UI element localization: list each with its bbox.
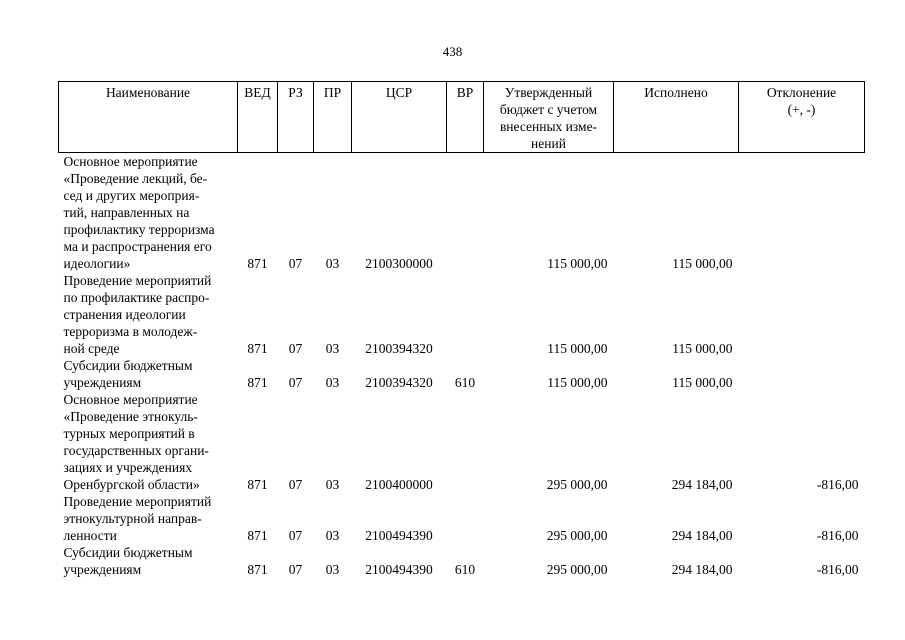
cell-ved: 871 <box>247 341 268 356</box>
cell-executed: 294 184,00 <box>671 562 733 577</box>
row-name-line: учреждениям <box>63 375 142 390</box>
row-name-line: странения идеологии <box>63 307 186 322</box>
header-approved-line: Утвержденный <box>504 85 593 100</box>
table-row <box>59 391 865 493</box>
cell-executed: 115 000,00 <box>672 256 733 271</box>
row-name-line: по профилактике распро- <box>63 290 210 305</box>
cell-vr: 610 <box>454 562 476 577</box>
row-name-line: «Проведение лекций, бе- <box>63 171 208 186</box>
row-name-line: «Проведение этнокуль- <box>63 409 198 424</box>
cell-rz: 07 <box>288 528 303 543</box>
header-deviation-line: Отклонение <box>766 85 837 100</box>
cell-rz: 07 <box>288 375 303 390</box>
cell-ved: 871 <box>247 256 268 271</box>
cell-executed: 115 000,00 <box>672 341 733 356</box>
cell-csr: 2100494390 <box>365 528 433 543</box>
budget-table <box>58 81 865 578</box>
cell-deviation: -816,00 <box>816 528 859 543</box>
row-name-line: ма и распространения его <box>63 239 212 254</box>
cell-vr: 610 <box>454 375 476 390</box>
cell-vr <box>447 493 484 544</box>
cell-deviation: -816,00 <box>816 562 859 577</box>
row-name-line: тий, направленных на <box>63 205 190 220</box>
header-approved-line: нений <box>531 136 566 151</box>
cell-pr: 03 <box>325 477 340 492</box>
cell-approved: 115 000,00 <box>547 375 608 390</box>
row-name <box>59 544 238 578</box>
cell-ved: 871 <box>247 477 268 492</box>
cell-pr: 03 <box>325 528 340 543</box>
row-name-line: турных мероприятий в <box>63 426 195 441</box>
cell-ved: 871 <box>247 528 268 543</box>
cell-deviation <box>739 153 865 273</box>
cell-executed: 294 184,00 <box>671 528 733 543</box>
cell-rz: 07 <box>288 562 303 577</box>
cell-vr <box>447 272 484 357</box>
header-approved-line: бюджет с учетом <box>499 102 598 117</box>
table-row <box>59 153 865 273</box>
cell-rz: 07 <box>288 341 303 356</box>
header-csr: ЦСР <box>352 82 447 153</box>
cell-csr: 2100300000 <box>365 256 433 271</box>
row-name-line: Субсидии бюджетным <box>63 358 193 373</box>
cell-deviation <box>739 357 865 391</box>
table-row <box>59 272 865 357</box>
header-pr: ПР <box>314 82 352 153</box>
cell-approved: 115 000,00 <box>547 341 608 356</box>
header-deviation <box>739 82 865 153</box>
row-name-line: терроризма в молодеж- <box>63 324 198 339</box>
row-name <box>59 493 238 544</box>
page-number: 438 <box>442 44 463 59</box>
row-name-line: Основное мероприятие <box>63 392 198 407</box>
cell-csr: 2100400000 <box>365 477 433 492</box>
cell-vr <box>447 153 484 273</box>
table-row <box>59 493 865 544</box>
header-deviation-line: (+, -) <box>787 102 816 117</box>
row-name-line: Основное мероприятие <box>63 154 198 169</box>
cell-csr: 2100494390 <box>365 562 433 577</box>
cell-executed: 294 184,00 <box>671 477 733 492</box>
row-name-line: сед и других мероприя- <box>63 188 200 203</box>
cell-approved: 295 000,00 <box>546 562 608 577</box>
table-body <box>59 153 865 579</box>
header-vr: ВР <box>447 82 484 153</box>
row-name-line: государственных органи- <box>63 443 209 458</box>
row-name-line: Проведение мероприятий <box>63 494 212 509</box>
header-executed: Исполнено <box>614 82 739 153</box>
row-name-line: этнокультурной направ- <box>63 511 202 526</box>
cell-ved: 871 <box>247 375 268 390</box>
cell-deviation: -816,00 <box>816 477 859 492</box>
cell-csr: 2100394320 <box>365 375 433 390</box>
header-ved: ВЕД <box>238 82 278 153</box>
row-name <box>59 153 238 273</box>
cell-vr <box>447 391 484 493</box>
cell-pr: 03 <box>325 562 340 577</box>
header-approved-line: внесенных изме- <box>499 119 598 134</box>
row-name-line: ной среде <box>63 341 120 356</box>
row-name-line: профилактику терроризма <box>63 222 215 237</box>
cell-ved: 871 <box>247 562 268 577</box>
header-rz: РЗ <box>278 82 314 153</box>
row-name-line: Проведение мероприятий <box>63 273 212 288</box>
row-name-line: ленности <box>63 528 117 543</box>
row-name <box>59 272 238 357</box>
cell-deviation <box>739 272 865 357</box>
row-name <box>59 357 238 391</box>
row-name-line: идеологии» <box>63 256 131 271</box>
cell-pr: 03 <box>325 256 340 271</box>
cell-pr: 03 <box>325 375 340 390</box>
header-name: Наименование <box>59 82 238 153</box>
cell-approved: 295 000,00 <box>546 477 608 492</box>
row-name-line: Оренбургской области» <box>63 477 200 492</box>
cell-executed: 115 000,00 <box>672 375 733 390</box>
table-row <box>59 544 865 578</box>
row-name <box>59 391 238 493</box>
row-name-line: Субсидии бюджетным <box>63 545 193 560</box>
cell-approved: 295 000,00 <box>546 528 608 543</box>
cell-rz: 07 <box>288 256 303 271</box>
cell-rz: 07 <box>288 477 303 492</box>
cell-csr: 2100394320 <box>365 341 433 356</box>
row-name-line: учреждениям <box>63 562 142 577</box>
header-approved <box>484 82 614 153</box>
table-row <box>59 357 865 391</box>
row-name-line: зациях и учреждениях <box>63 460 193 475</box>
cell-pr: 03 <box>325 341 340 356</box>
cell-approved: 115 000,00 <box>547 256 608 271</box>
